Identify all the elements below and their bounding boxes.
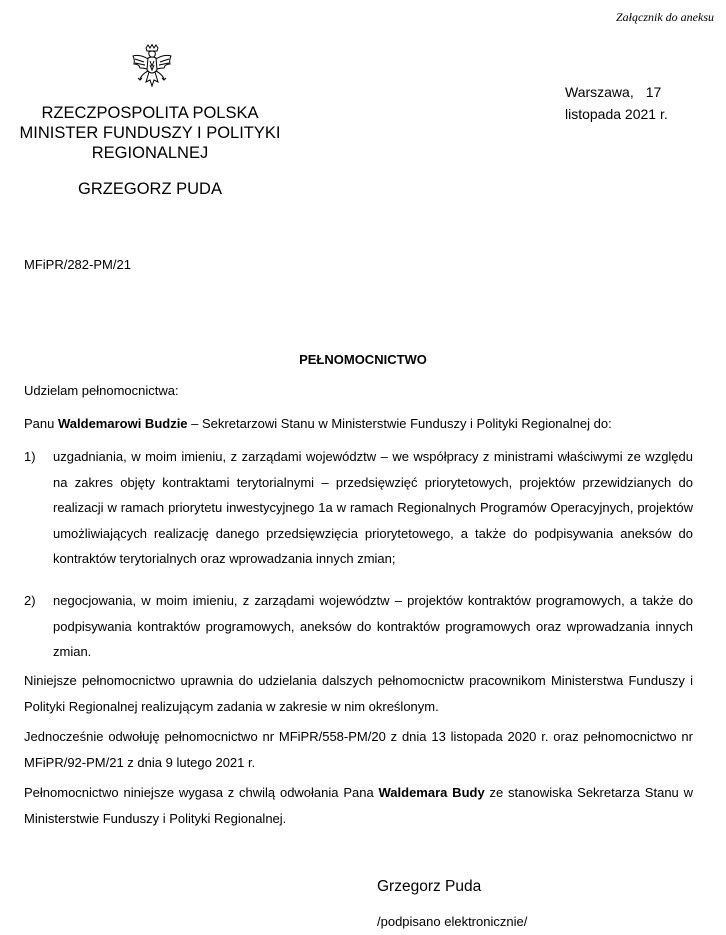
revocation-paragraph: Jednocześnie odwołuję pełnomocnictwo nr MFiPR/558-PM/20 z dnia 13 listopada 2020 r. oraz pełnomocnictwo nr MFiPR/92-PM/21 z dnia 9 lutego 2021 r.	[24, 729, 693, 770]
recipient-paragraph	[24, 411, 693, 437]
document-title: PEŁNOMOCNICTWO	[299, 352, 427, 367]
expiry-paragraph	[24, 780, 693, 832]
minister-name: GRZEGORZ PUDA	[78, 180, 222, 198]
date-month-year: listopada 2021 r.	[565, 106, 668, 122]
list-item-text: uzgadniania, w moim imieniu, z zarządami województw – we współpracy z ministrami właściwymi ze względu na zakres objęty kontraktami terytorialnymi – przedsięwzięć priorytetowych, projektów przewidzianych do realizacji w ramach priorytetu inwestycyjnego 1a w ramach Regionalnych Programów Operacyjnych, projektów umożliwiających realizację danego przedsięwzięcia priorytetowego, a także do podpisywania aneksów do kontraktów terytorialnych oraz wprowadzania innych zmian;	[53, 449, 693, 566]
header-line-1: RZECZPOSPOLITA POLSKA	[41, 104, 259, 122]
recipient-prefix: Panu	[24, 416, 55, 431]
intro-text: Udzielam pełnomocnictwa:	[24, 383, 179, 398]
header-line-3: REGIONALNEJ	[91, 144, 209, 162]
list-item-number: 2)	[24, 593, 36, 608]
place-city: Warszawa,	[565, 84, 634, 100]
issuer-header	[10, 103, 290, 163]
annex-label: Załącznik do aneksu	[616, 10, 714, 24]
list-item-text: negocjowania, w moim imieniu, z zarządami województw – projektów kontraktów programowych, a także do podpisywania kontraktów programowych, aneksów do kontraktów programowych oraz wprowadzania innych zmian.	[53, 593, 693, 659]
header-line-2: MINISTER FUNDUSZY I POLITYKI	[19, 124, 281, 142]
place-date	[565, 81, 668, 125]
date-day: 17	[645, 84, 662, 100]
expiry-before: Pełnomocnictwo niniejsze wygasa z chwilą odwołania Pana	[24, 785, 374, 800]
electronic-signature-note: /podpisano elektronicznie/	[377, 914, 528, 929]
list-item	[24, 444, 693, 572]
recipient-rest: – Sekretarzowi Stanu w Ministerstwie Funduszy i Polityki Regionalnej do:	[191, 416, 612, 431]
list-item	[24, 588, 693, 665]
recipient-name: Waldemarowi Budzie	[58, 416, 188, 431]
signer-name: Grzegorz Puda	[377, 878, 482, 895]
polish-eagle-emblem-icon	[130, 44, 174, 94]
reference-number: MFiPR/282-PM/21	[24, 257, 131, 272]
expiry-after: ze stanowiska Sekretarza Stanu w Ministerstwie Funduszy i Polityki Regionalnej.	[24, 785, 693, 826]
list-item-number: 1)	[24, 449, 36, 464]
subdelegation-paragraph: Niniejsze pełnomocnictwo uprawnia do udzielania dalszych pełnomocnictw pracownikom Ministerstwa Funduszy i Polityki Regionalnej realizującym zadania w zakresie w nim określonym.	[24, 673, 693, 714]
expiry-name: Waldemara Budy	[378, 785, 485, 800]
